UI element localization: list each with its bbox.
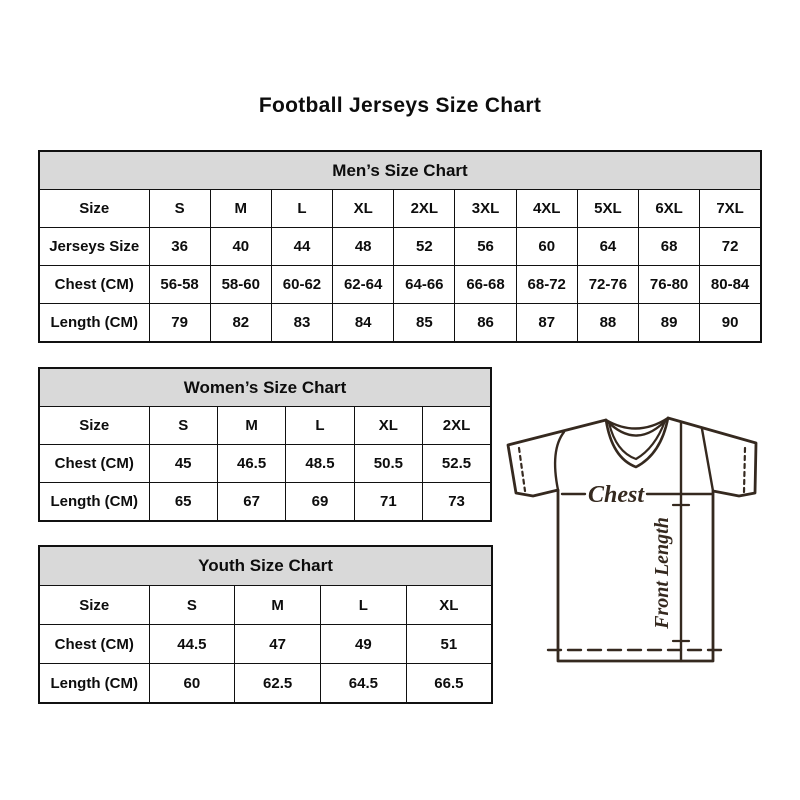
size-value-cell: 46.5 xyxy=(217,445,285,483)
size-value-cell: 5XL xyxy=(577,190,638,228)
size-value-cell: 52 xyxy=(394,228,455,266)
chest-label: Chest xyxy=(587,482,645,508)
jersey-diagram xyxy=(498,406,782,678)
size-value-cell: M xyxy=(217,407,285,445)
youth-size-table xyxy=(38,545,493,704)
table-row xyxy=(39,664,492,704)
size-value-cell: M xyxy=(235,586,321,625)
size-value-cell: XL xyxy=(354,407,422,445)
size-value-cell: 89 xyxy=(639,304,700,343)
table-row xyxy=(39,586,492,625)
mens-table-section-header: Men’s Size Chart xyxy=(39,151,761,190)
size-value-cell: S xyxy=(149,586,235,625)
size-value-cell: 7XL xyxy=(700,190,761,228)
size-value-cell: 88 xyxy=(577,304,638,343)
size-value-cell: L xyxy=(286,407,354,445)
size-value-cell: M xyxy=(210,190,271,228)
left-armhole-seam xyxy=(555,432,564,490)
row-label: Jerseys Size xyxy=(39,228,149,266)
size-value-cell: 62-64 xyxy=(333,266,394,304)
size-value-cell: 47 xyxy=(235,625,321,664)
table-row xyxy=(39,483,491,522)
size-value-cell: S xyxy=(149,190,210,228)
size-value-cell: 68 xyxy=(639,228,700,266)
size-value-cell: 60-62 xyxy=(271,266,332,304)
size-value-cell: 40 xyxy=(210,228,271,266)
size-value-cell: 85 xyxy=(394,304,455,343)
table-row xyxy=(39,190,761,228)
size-value-cell: 60 xyxy=(516,228,577,266)
row-label: Length (CM) xyxy=(39,483,149,522)
size-value-cell: 69 xyxy=(286,483,354,522)
size-value-cell: 90 xyxy=(700,304,761,343)
table-row xyxy=(39,368,491,407)
size-value-cell: 45 xyxy=(149,445,217,483)
table-row xyxy=(39,625,492,664)
size-value-cell: L xyxy=(321,586,407,625)
size-value-cell: 64-66 xyxy=(394,266,455,304)
size-value-cell: 62.5 xyxy=(235,664,321,704)
left-cuff-stitch-line xyxy=(519,448,525,491)
size-value-cell: XL xyxy=(406,586,492,625)
size-value-cell: 64 xyxy=(577,228,638,266)
size-value-cell: 60 xyxy=(149,664,235,704)
size-value-cell: 68-72 xyxy=(516,266,577,304)
size-value-cell: 50.5 xyxy=(354,445,422,483)
size-value-cell: 84 xyxy=(333,304,394,343)
table-row xyxy=(39,546,492,586)
row-label: Chest (CM) xyxy=(39,625,149,664)
size-value-cell: 72-76 xyxy=(577,266,638,304)
row-label: Chest (CM) xyxy=(39,445,149,483)
size-value-cell: 87 xyxy=(516,304,577,343)
right-armhole-seam xyxy=(702,429,713,491)
right-cuff-stitch-line xyxy=(744,448,745,492)
size-value-cell: 76-80 xyxy=(639,266,700,304)
jersey-outline xyxy=(508,418,756,661)
youth-table-section-header: Youth Size Chart xyxy=(39,546,492,586)
size-value-cell: 48.5 xyxy=(286,445,354,483)
table-row xyxy=(39,228,761,266)
womens-table-section-header: Women’s Size Chart xyxy=(39,368,491,407)
size-value-cell: 58-60 xyxy=(210,266,271,304)
row-label: Size xyxy=(39,190,149,228)
size-value-cell: 4XL xyxy=(516,190,577,228)
size-value-cell: 67 xyxy=(217,483,285,522)
size-value-cell: 48 xyxy=(333,228,394,266)
size-value-cell: 52.5 xyxy=(423,445,491,483)
table-row xyxy=(39,266,761,304)
table-row xyxy=(39,445,491,483)
size-value-cell: L xyxy=(271,190,332,228)
size-value-cell: S xyxy=(149,407,217,445)
size-value-cell: 6XL xyxy=(639,190,700,228)
size-value-cell: 2XL xyxy=(394,190,455,228)
row-label: Length (CM) xyxy=(39,304,149,343)
size-value-cell: 56 xyxy=(455,228,516,266)
row-label: Size xyxy=(39,407,149,445)
size-value-cell: 80-84 xyxy=(700,266,761,304)
table-row xyxy=(39,407,491,445)
mens-size-table xyxy=(38,150,762,343)
size-value-cell: 82 xyxy=(210,304,271,343)
row-label: Length (CM) xyxy=(39,664,149,704)
size-value-cell: 49 xyxy=(321,625,407,664)
size-value-cell: 36 xyxy=(149,228,210,266)
size-value-cell: 64.5 xyxy=(321,664,407,704)
row-label: Chest (CM) xyxy=(39,266,149,304)
size-value-cell: 86 xyxy=(455,304,516,343)
size-value-cell: 51 xyxy=(406,625,492,664)
size-value-cell: 65 xyxy=(149,483,217,522)
page-title: Football Jerseys Size Chart xyxy=(258,94,542,117)
size-value-cell: 83 xyxy=(271,304,332,343)
size-value-cell: 44 xyxy=(271,228,332,266)
womens-size-table xyxy=(38,367,492,522)
table-row xyxy=(39,304,761,343)
size-value-cell: 71 xyxy=(354,483,422,522)
size-value-cell: XL xyxy=(333,190,394,228)
size-value-cell: 2XL xyxy=(423,407,491,445)
front-length-label: Front Length xyxy=(651,517,673,629)
size-value-cell: 56-58 xyxy=(149,266,210,304)
size-value-cell: 79 xyxy=(149,304,210,343)
size-value-cell: 73 xyxy=(423,483,491,522)
row-label: Size xyxy=(39,586,149,625)
size-value-cell: 3XL xyxy=(455,190,516,228)
size-value-cell: 66.5 xyxy=(406,664,492,704)
size-value-cell: 72 xyxy=(700,228,761,266)
size-value-cell: 66-68 xyxy=(455,266,516,304)
table-row xyxy=(39,151,761,190)
size-value-cell: 44.5 xyxy=(149,625,235,664)
